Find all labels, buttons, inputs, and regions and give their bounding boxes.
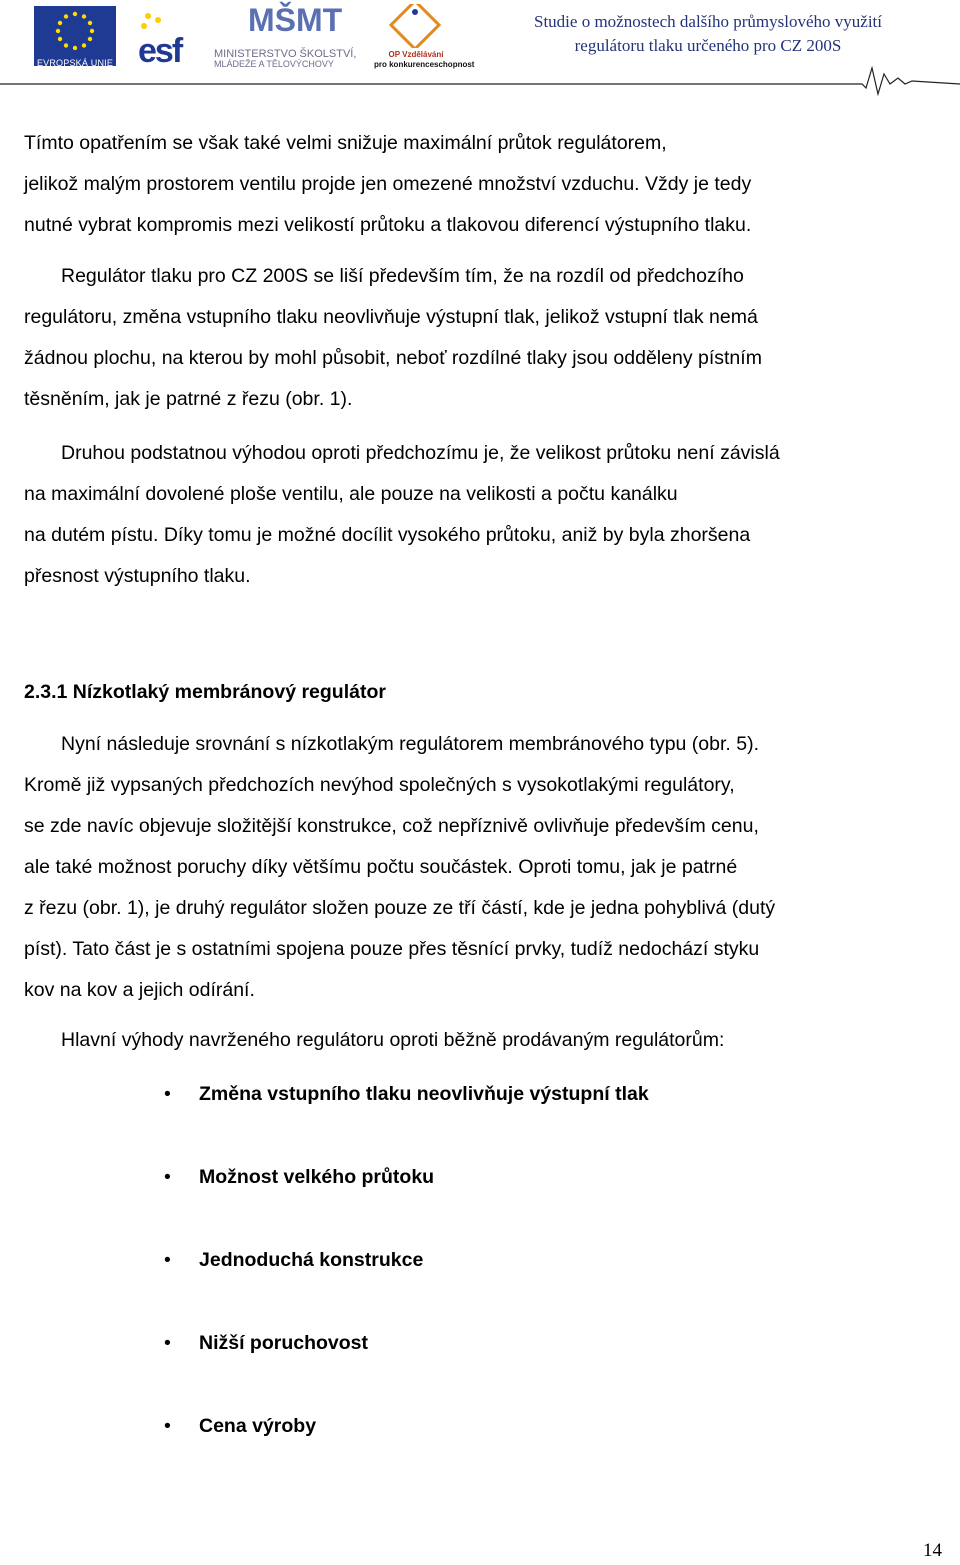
paragraph-line: z řezu (obr. 1), je druhý regulátor složen pouze ze tří částí, kde je jedna pohyblivá (dutý xyxy=(24,897,776,919)
paragraph-line: Druhou podstatnou výhodou oproti předchozímu je, že velikost průtoku není závislá xyxy=(61,442,780,464)
ecg-line-decoration xyxy=(0,58,960,98)
paragraph-line: Regulátor tlaku pro CZ 200S se liší především tím, že na rozdíl od předchozího xyxy=(61,265,744,287)
advantages-list xyxy=(0,1074,900,1489)
paragraph-line: těsněním, jak je patrné z řezu (obr. 1). xyxy=(24,388,353,410)
op-logo-line2: pro konkurenceschopnost xyxy=(374,60,475,69)
paragraph-line: píst). Tato část je s ostatními spojena pouze přes těsnící prvky, tudíž nedochází styku xyxy=(24,938,760,960)
list-item-label: Cena výroby xyxy=(199,1415,317,1437)
paragraph-line: přesnost výstupního tlaku. xyxy=(24,565,251,587)
list-item-label: Nižší poruchovost xyxy=(199,1332,369,1354)
paragraph-line: Kromě již vypsaných předchozích nevýhod společných s vysokotlakými regulátory, xyxy=(24,774,735,796)
paragraph-line: žádnou plochu, na kterou by mohl působit, neboť rozdílné tlaky jsou odděleny pístním xyxy=(24,347,762,369)
op-logo-line1: OP Vzdělávání xyxy=(388,50,444,59)
list-item-label: Možnost velkého průtoku xyxy=(199,1166,435,1188)
page-number: 14 xyxy=(923,1540,942,1561)
document-header-title xyxy=(470,10,946,58)
list-item xyxy=(0,1157,900,1240)
paragraph-line: Nyní následuje srovnání s nízkotlakým regulátorem membránového typu (obr. 5). xyxy=(61,733,760,755)
esf-logo-text: esf xyxy=(138,32,182,70)
bullet-icon: • xyxy=(164,1332,171,1354)
paragraph-line: regulátoru, změna vstupního tlaku neovlivňuje výstupní tlak, jelikož vstupní tlak nemá xyxy=(24,306,758,328)
paragraph-line: Tímto opatřením se však také velmi snižuje maximální průtok regulátorem, xyxy=(24,132,667,154)
list-item xyxy=(0,1406,900,1489)
msmt-logo-line1: MINISTERSTVO ŠKOLSTVÍ, xyxy=(214,48,357,60)
paragraph-line: nutné vybrat kompromis mezi velikostí průtoku a tlakovou diferencí výstupního tlaku. xyxy=(24,214,752,236)
bullet-icon: • xyxy=(164,1083,171,1105)
eu-flag-logo xyxy=(34,6,116,66)
paragraph-flow-tradeoff xyxy=(24,123,942,246)
paragraph-line: ale také možnost poruchy díky většímu počtu součástek. Oproti tomu, jak je patrné xyxy=(24,856,738,878)
paragraph-main-advantages xyxy=(24,1020,942,1061)
list-item xyxy=(0,1074,900,1157)
header-title-line2: regulátoru tlaku určeného pro CZ 200S xyxy=(574,36,842,55)
paragraph-line: jelikož malým prostorem ventilu projde jen omezené množství vzduchu. Vždy je tedy xyxy=(24,173,752,195)
paragraph-line: kov na kov a jejich odírání. xyxy=(24,979,255,1001)
msmt-logo-line2: MLÁDEŽE A TĚLOVÝCHOVY xyxy=(214,59,334,69)
paragraph-line: na maximální dovolené ploše ventilu, ale pouze na velikosti a počtu kanálku xyxy=(24,483,678,505)
paragraph-regulator-difference xyxy=(24,256,942,420)
list-item xyxy=(0,1240,900,1323)
eu-logo-caption: EVROPSKÁ UNIE xyxy=(36,58,114,68)
eu-stars-icon xyxy=(34,6,116,56)
paragraph-second-advantage xyxy=(24,433,942,597)
paragraph-line: na dutém pístu. Díky tomu je možné docílit vysokého průtoku, aniž by byla zhoršena xyxy=(24,524,751,546)
bullet-icon: • xyxy=(164,1166,171,1188)
section-heading: 2.3.1 Nízkotlaký membránový regulátor xyxy=(24,681,386,703)
msmt-logo-mark: MŠMT xyxy=(248,2,343,38)
bullet-icon: • xyxy=(164,1415,171,1437)
op-vk-emblem-icon xyxy=(374,4,458,48)
header-title-line1: Studie o možnostech dalšího průmyslového využití xyxy=(534,12,882,31)
page-header xyxy=(0,0,960,100)
list-item-label: Změna vstupního tlaku neovlivňuje výstupní tlak xyxy=(199,1083,649,1105)
list-item-label: Jednoduchá konstrukce xyxy=(199,1249,424,1271)
bullet-icon: • xyxy=(164,1249,171,1271)
paragraph-line: se zde navíc objevuje složitější konstrukce, což nepříznivě ovlivňuje především cenu, xyxy=(24,815,759,837)
list-item xyxy=(0,1323,900,1406)
paragraph-line: Hlavní výhody navrženého regulátoru oproti běžně prodávaným regulátorům: xyxy=(61,1029,725,1051)
paragraph-membrane-comparison xyxy=(24,724,942,1011)
